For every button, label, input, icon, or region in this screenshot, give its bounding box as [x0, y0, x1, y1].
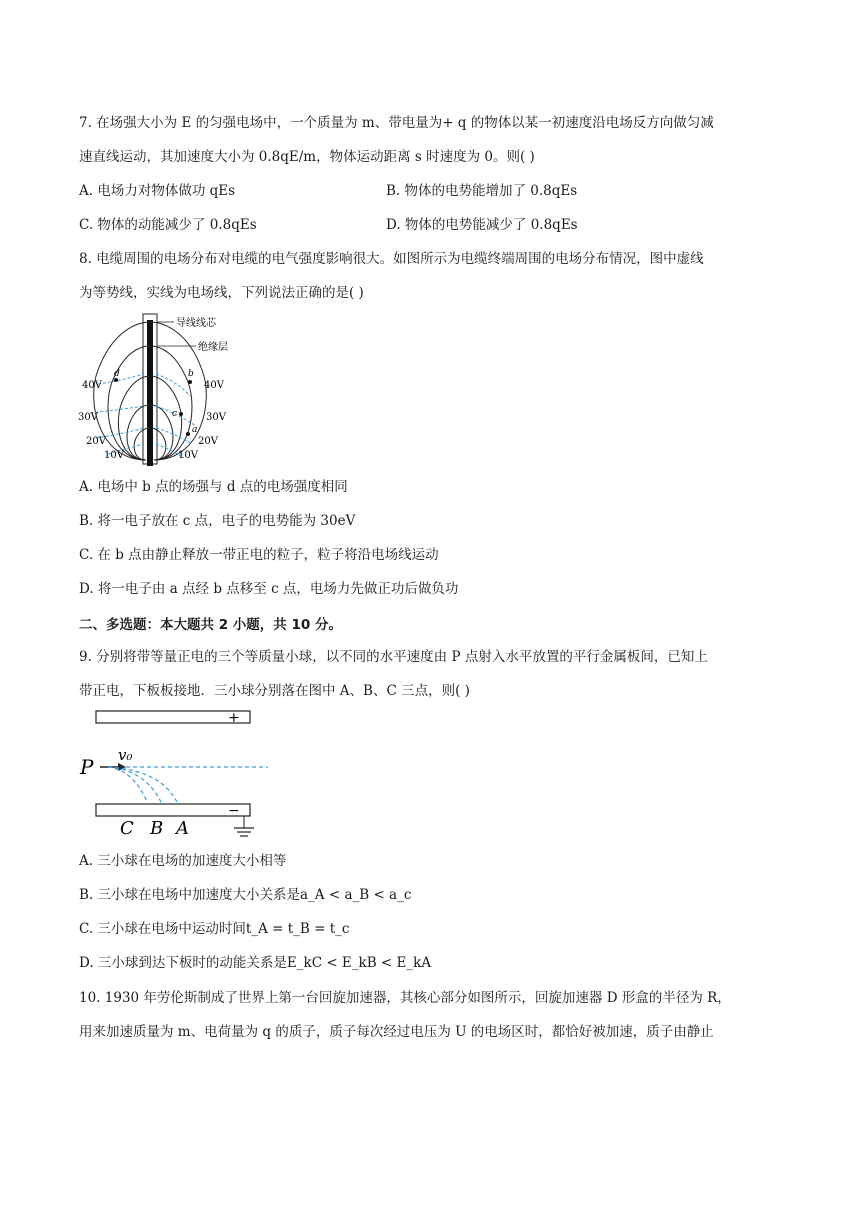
q7-option-d: D. 物体的电势能减少了 0.8qEs — [386, 217, 578, 233]
trajectory-A — [108, 767, 178, 804]
label-d: d — [114, 369, 120, 379]
label-a: a — [192, 425, 198, 435]
label-left-30: 30V — [78, 412, 98, 423]
q8-stem-line1: 8. 电缆周围的电场分布对电缆的电气强度影响很大。如图所示为电缆终端周围的电场分布情况，图中虚线 — [79, 251, 704, 267]
label-B: B — [150, 818, 164, 839]
section-heading: 二、多选题：本大题共 2 小题，共 10 分。 — [79, 617, 342, 633]
q7-option-a: A. 电场力对物体做功 qEs — [79, 183, 236, 199]
q7-stem-line1: 7. 在场强大小为 E 的匀强电场中，一个质量为 m、带电量为+ q 的物体以某一初速度沿电场反方向做匀减 — [79, 115, 714, 131]
label-P: P — [80, 755, 94, 779]
label-right-40: 40V — [204, 380, 224, 391]
label-right-20: 20V — [198, 436, 218, 447]
q8-option-a: A. 电场中 b 点的场强与 d 点的电场强度相同 — [79, 479, 348, 495]
label-A: A — [176, 818, 189, 839]
point-a — [186, 432, 190, 436]
q8-option-c: C. 在 b 点由静止释放一带正电的粒子，粒子将沿电场线运动 — [79, 547, 439, 563]
q8-stem-line2: 为等势线，实线为电场线，下列说法正确的是( ) — [79, 285, 364, 301]
q9-stem-line2: 带正电，下板板接地．三小球分别落在图中 A、B、C 三点，则( ) — [79, 683, 470, 699]
point-b — [188, 380, 192, 384]
minus-sign: − — [228, 803, 240, 819]
trajectory-C — [108, 767, 148, 804]
label-right-30: 30V — [206, 412, 226, 423]
q9-option-a: A. 三小球在电场的加速度大小相等 — [79, 853, 287, 869]
label-c: c — [172, 409, 178, 419]
cable-core — [147, 320, 153, 466]
label-insulation: 绝缘层 — [198, 342, 228, 353]
trajectory-B — [108, 767, 162, 804]
q9-option-d: D. 三小球到达下板时的动能关系是E_kC < E_kB < E_kA — [79, 955, 432, 971]
q7-option-c: C. 物体的动能减少了 0.8qEs — [79, 217, 257, 233]
q8-option-b: B. 将一电子放在 c 点，电子的电势能为 30eV — [79, 513, 356, 529]
plus-sign: + — [228, 710, 240, 726]
label-left-40: 40V — [82, 380, 102, 391]
top-plate — [96, 711, 250, 723]
q10-stem-line2: 用来加速质量为 m、电荷量为 q 的质子，质子每次经过电压为 U 的电场区时，都恰好被加速，质子由静止 — [79, 1024, 714, 1040]
label-C: C — [120, 818, 134, 839]
q9-stem-line1: 9. 分别将带等量正电的三个等质量小球，以不同的水平速度由 P 点射入水平放置的平行金属板间，已知上 — [79, 649, 708, 665]
label-right-10: 10V — [178, 450, 198, 461]
q9-option-c: C. 三小球在电场中运动时间t_A = t_B = t_c — [79, 921, 350, 937]
q7-option-b: B. 物体的电势能增加了 0.8qEs — [386, 183, 578, 199]
label-left-10: 10V — [104, 450, 124, 461]
label-core: 导线线芯 — [176, 318, 216, 329]
label-b: b — [188, 369, 194, 379]
q8-option-d: D. 将一电子由 a 点经 b 点移至 c 点，电场力先做正功后做负功 — [79, 581, 459, 597]
bottom-plate — [96, 804, 250, 816]
equipotential-line — [98, 374, 144, 384]
point-c — [179, 412, 183, 416]
label-left-20: 20V — [86, 436, 106, 447]
q9-option-b: B. 三小球在电场中加速度大小关系是a_A < a_B < a_c — [79, 887, 412, 903]
parallel-plates-figure — [78, 706, 278, 846]
cable-field-figure — [78, 310, 258, 470]
label-v0: v₀ — [118, 746, 133, 764]
q10-stem-line1: 10. 1930 年劳伦斯制成了世界上第一台回旋加速器，其核心部分如图所示，回旋加速器 D 形盒的半径为 R， — [79, 990, 731, 1006]
q7-stem-line2: 速直线运动，其加速度大小为 0.8qE/m，物体运动距离 s 时速度为 0。则( ) — [79, 149, 535, 165]
